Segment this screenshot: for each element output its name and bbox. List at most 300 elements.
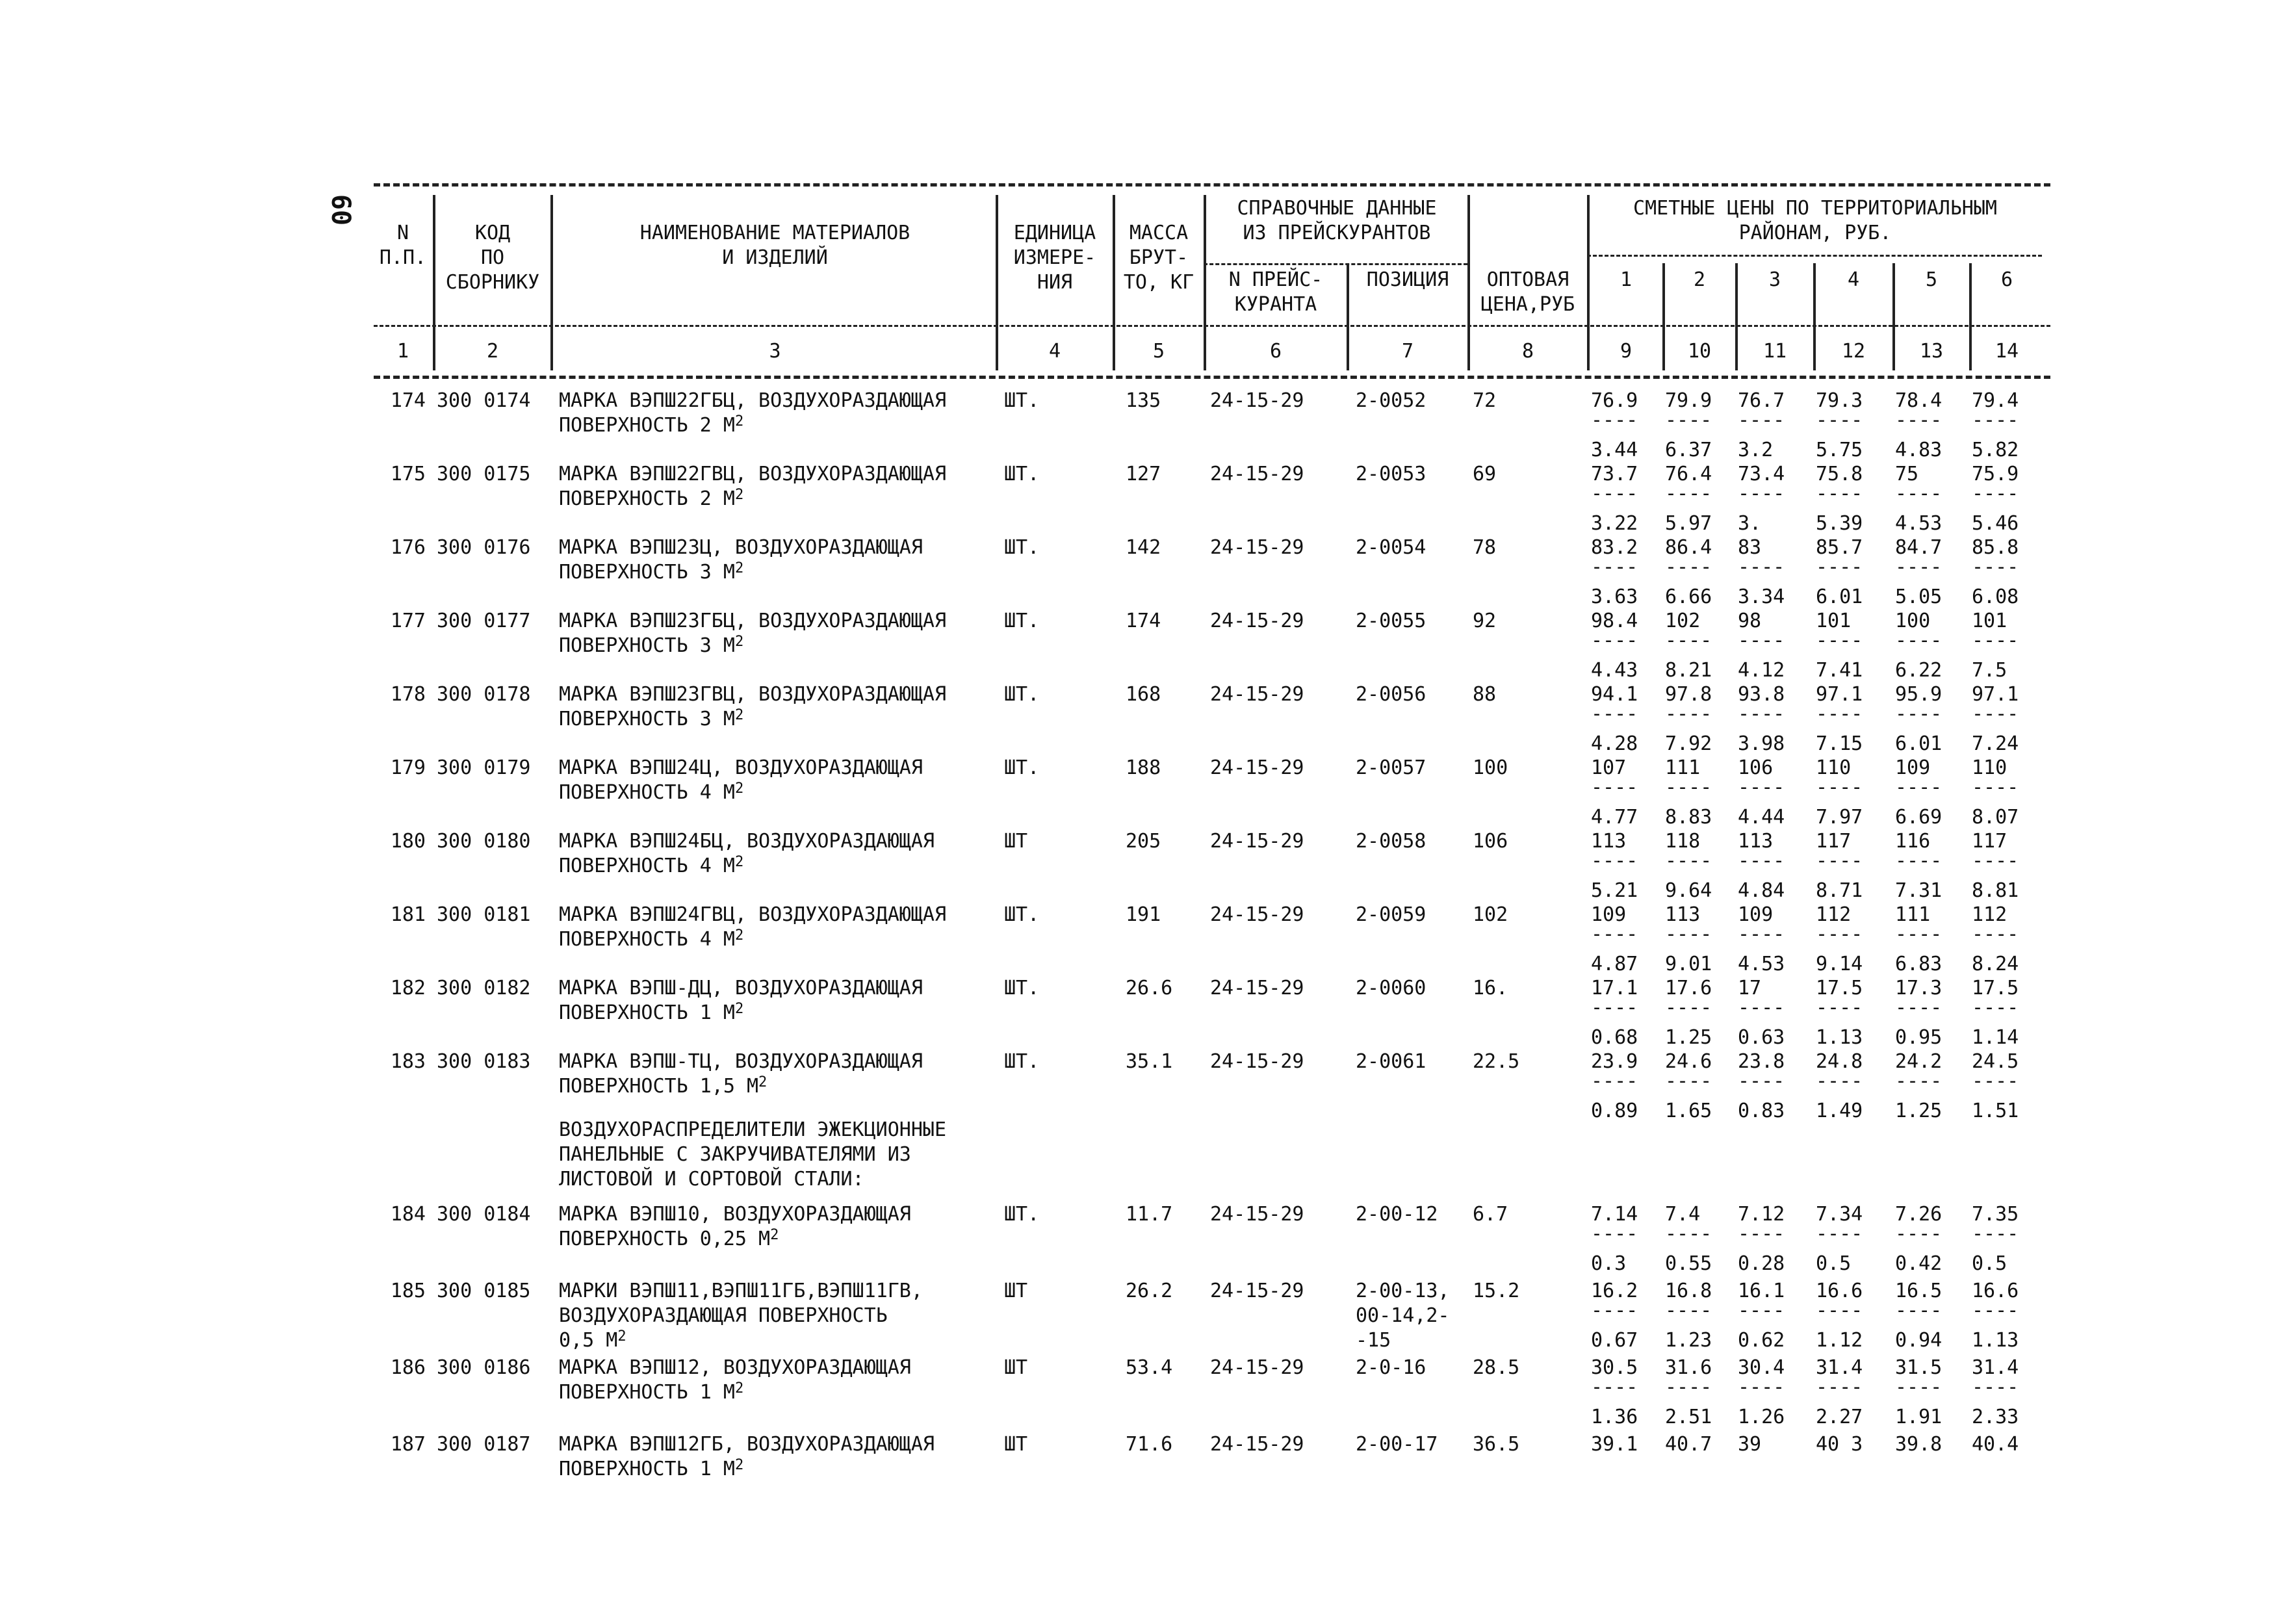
region-price: 39.8 (1895, 1433, 1943, 1456)
region-price-sub: 4.83 (1895, 439, 1943, 461)
row-price-list: 24-15-29 (1210, 1203, 1304, 1226)
region-price-sub: 1.26 (1738, 1406, 1785, 1428)
region-price: 111 (1895, 903, 1931, 926)
region-price-sub: 2.51 (1665, 1406, 1712, 1428)
region-price-sub: 1.23 (1665, 1329, 1712, 1352)
region-price: 16.2 (1591, 1280, 1638, 1302)
header-col-4: ЕДИНИЦА ИЗМЕРЕ- НИЯ (1013, 222, 1096, 294)
region-price: 23.8 (1738, 1050, 1785, 1073)
region-price: 31.4 (1816, 1356, 1863, 1379)
region-price-sub: 6.22 (1895, 659, 1943, 682)
fraction-dash: ---- (1665, 923, 1712, 946)
region-price-sub: 5.05 (1895, 586, 1943, 608)
header-col-6: N ПРЕЙС- КУРАНТА (1228, 268, 1323, 316)
row-position: 2-0059 (1356, 903, 1427, 926)
fraction-dash: ---- (1816, 1376, 1863, 1398)
fraction-dash: ---- (1972, 409, 2019, 432)
region-price-sub: 2.27 (1816, 1406, 1863, 1428)
material-name: МАРКА ВЭПШ24Ц, ВОЗДУХОРАЗДАЮЩАЯ ПОВЕРХНОСТЬ 4 $М^2$ (559, 756, 923, 804)
header-region-4: 4 (1847, 268, 1860, 291)
region-price: 78.4 (1895, 389, 1943, 412)
section-title: ВОЗДУХОРАСПРЕДЕЛИТЕЛИ ЭЖЕКЦИОННЫЕ (559, 1118, 947, 1141)
row-unit: ШТ (1004, 1280, 1028, 1302)
region-price-sub: 0.94 (1895, 1329, 1943, 1352)
row-position: 2-0052 (1356, 389, 1427, 412)
region-price-sub: 2.33 (1972, 1406, 2019, 1428)
region-price-sub: 7.15 (1816, 732, 1863, 755)
fraction-dash: ---- (1591, 1222, 1638, 1245)
row-position: -15 (1356, 1329, 1391, 1352)
row-price-list: 24-15-29 (1210, 977, 1304, 999)
fraction-dash: ---- (1816, 482, 1863, 505)
region-price: 102 (1665, 610, 1701, 632)
row-number: 180 (390, 830, 426, 853)
header-ref-data: СПРАВОЧНЫЕ ДАННЫЕ ИЗ ПРЕЙСКУРАНТОВ (1237, 197, 1437, 244)
row-number: 185 (390, 1280, 426, 1302)
region-price: 113 (1591, 830, 1627, 853)
region-price: 76.4 (1665, 463, 1712, 485)
region-price-sub: 5.75 (1816, 439, 1863, 461)
region-price: 39.1 (1591, 1433, 1638, 1456)
row-position: 2-0058 (1356, 830, 1427, 853)
fraction-dash: ---- (1895, 702, 1943, 725)
region-price-sub: 3.98 (1738, 732, 1785, 755)
row-unit: ШТ. (1004, 610, 1040, 632)
region-price-sub: 4.28 (1591, 732, 1638, 755)
region-price: 17.5 (1972, 977, 2019, 999)
section-title: ПАНЕЛЬНЫЕ С ЗАКРУЧИВАТЕЛЯМИ ИЗ (559, 1143, 911, 1166)
material-name: МАРКА ВЭПШ-ТЦ, ВОЗДУХОРАЗДАЮЩАЯ ПОВЕРХНОСТЬ 1,5 $М^2$ (559, 1050, 923, 1098)
row-mass: 205 (1126, 830, 1161, 853)
fraction-dash: ---- (1816, 776, 1863, 799)
region-price: 109 (1591, 903, 1627, 926)
col-divider (996, 195, 998, 370)
region-price-sub: 5.21 (1591, 879, 1638, 902)
row-code: 300 0186 (437, 1356, 531, 1379)
region-price-sub: 0.83 (1738, 1100, 1785, 1122)
header-col-7: ПОЗИЦИЯ (1366, 268, 1449, 291)
region-price-sub: 1.65 (1665, 1100, 1712, 1122)
row-unit: ШТ. (1004, 463, 1040, 485)
region-price: 31.5 (1895, 1356, 1943, 1379)
fraction-dash: ---- (1972, 849, 2019, 872)
row-code: 300 0177 (437, 610, 531, 632)
region-price-sub: 4.12 (1738, 659, 1785, 682)
row-position: 2-00-12 (1356, 1203, 1438, 1226)
row-position: 2-0056 (1356, 683, 1427, 706)
region-price: 17.1 (1591, 977, 1638, 999)
row-price-list: 24-15-29 (1210, 463, 1304, 485)
row-position: 2-00-17 (1356, 1433, 1438, 1456)
header-region-1: 1 (1620, 268, 1633, 291)
row-code: 300 0179 (437, 756, 531, 779)
region-price-sub: 1.13 (1816, 1026, 1863, 1049)
col-divider (1587, 195, 1590, 370)
region-price-sub: 6.83 (1895, 953, 1943, 975)
region-price-sub: 5.97 (1665, 512, 1712, 535)
fraction-dash: ---- (1738, 996, 1785, 1019)
material-name: МАРКА ВЭПШ23Ц, ВОЗДУХОРАЗДАЮЩАЯ ПОВЕРХНОСТЬ 3 $М^2$ (559, 536, 923, 584)
region-price: 16.6 (1816, 1280, 1863, 1302)
row-position: 2-0057 (1356, 756, 1427, 779)
fraction-dash: ---- (1665, 482, 1712, 505)
fraction-dash: ---- (1972, 556, 2019, 578)
page-number: 60 (326, 194, 356, 226)
fraction-dash: ---- (1738, 1222, 1785, 1245)
row-code: 300 0185 (437, 1280, 531, 1302)
column-number: 11 (1762, 340, 1787, 363)
row-mass: 127 (1126, 463, 1161, 485)
header-col-5: МАССА БРУТ- ТО, КГ (1123, 222, 1194, 294)
region-price: 95.9 (1895, 683, 1943, 706)
fraction-dash: ---- (1665, 776, 1712, 799)
row-number: 187 (390, 1433, 426, 1456)
row-number: 176 (390, 536, 426, 559)
row-price-list: 24-15-29 (1210, 1433, 1304, 1456)
region-price: 106 (1738, 756, 1774, 779)
col-divider (433, 195, 435, 370)
region-price: 24.6 (1665, 1050, 1712, 1073)
region-price: 113 (1665, 903, 1701, 926)
row-wholesale-price: 69 (1473, 463, 1497, 485)
row-price-list: 24-15-29 (1210, 610, 1304, 632)
region-price-sub: 5.39 (1816, 512, 1863, 535)
fraction-dash: ---- (1665, 1376, 1712, 1398)
row-wholesale-price: 88 (1473, 683, 1497, 706)
fraction-dash: ---- (1591, 776, 1638, 799)
row-price-list: 24-15-29 (1210, 756, 1304, 779)
header-col-8: ОПТОВАЯ ЦЕНА,РУБ (1480, 268, 1575, 316)
row-code: 300 0180 (437, 830, 531, 853)
header-region-3: 3 (1768, 268, 1781, 291)
fraction-dash: ---- (1895, 849, 1943, 872)
material-name: МАРКА ВЭПШ10, ВОЗДУХОРАЗДАЮЩАЯ ПОВЕРХНОСТЬ 0,25 $М^2$ (559, 1203, 911, 1250)
row-wholesale-price: 92 (1473, 610, 1497, 632)
region-price-sub: 6.37 (1665, 439, 1712, 461)
row-unit: ШТ (1004, 830, 1028, 853)
region-price-sub: 0.67 (1591, 1329, 1638, 1352)
region-price-sub: 0.3 (1591, 1252, 1627, 1275)
region-price: 17.5 (1816, 977, 1863, 999)
region-price-sub: 6.01 (1816, 586, 1863, 608)
fraction-dash: ---- (1972, 702, 2019, 725)
fraction-dash: ---- (1816, 1222, 1863, 1245)
fraction-dash: ---- (1738, 1299, 1785, 1322)
row-code: 300 0175 (437, 463, 531, 485)
column-number: 3 (769, 340, 781, 363)
column-number: 14 (1995, 340, 2019, 363)
region-price: 109 (1738, 903, 1774, 926)
row-mass: 191 (1126, 903, 1161, 926)
row-number: 179 (390, 756, 426, 779)
region-price-sub: 4.53 (1895, 512, 1943, 535)
region-price-sub: 3.63 (1591, 586, 1638, 608)
fraction-dash: ---- (1591, 923, 1638, 946)
fraction-dash: ---- (1816, 923, 1863, 946)
fraction-dash: ---- (1895, 1070, 1943, 1092)
row-unit: ШТ. (1004, 683, 1040, 706)
row-mass: 135 (1126, 389, 1161, 412)
header-region-5: 5 (1925, 268, 1938, 291)
fraction-dash: ---- (1972, 1376, 2019, 1398)
row-unit: ШТ. (1004, 756, 1040, 779)
row-number: 186 (390, 1356, 426, 1379)
fraction-dash: ---- (1591, 556, 1638, 578)
region-price-sub: 3. (1738, 512, 1762, 535)
region-price: 24.8 (1816, 1050, 1863, 1073)
region-price-sub: 0.42 (1895, 1252, 1943, 1275)
region-price-sub: 8.81 (1972, 879, 2019, 902)
region-price: 101 (1972, 610, 2007, 632)
subheader-rule (1587, 255, 2042, 257)
table-top-rule (374, 183, 2050, 187)
region-price-sub: 1.25 (1895, 1100, 1943, 1122)
region-price-sub: 4.77 (1591, 806, 1638, 829)
row-unit: ШТ (1004, 1356, 1028, 1379)
material-name: МАРКА ВЭПШ12ГБ, ВОЗДУХОРАЗДАЮЩАЯ ПОВЕРХНОСТЬ 1 $М^2$ (559, 1433, 935, 1480)
region-price-sub: 6.01 (1895, 732, 1943, 755)
row-wholesale-price: 78 (1473, 536, 1497, 559)
fraction-dash: ---- (1895, 1299, 1943, 1322)
region-price-sub: 7.92 (1665, 732, 1712, 755)
row-wholesale-price: 106 (1473, 830, 1508, 853)
row-position: 2-0055 (1356, 610, 1427, 632)
region-price-sub: 0.55 (1665, 1252, 1712, 1275)
row-unit: ШТ. (1004, 1203, 1040, 1226)
row-price-list: 24-15-29 (1210, 903, 1304, 926)
section-title: ЛИСТОВОЙ И СОРТОВОЙ СТАЛИ: (559, 1168, 864, 1191)
fraction-dash: ---- (1738, 409, 1785, 432)
fraction-dash: ---- (1895, 776, 1943, 799)
region-price-sub: 8.21 (1665, 659, 1712, 682)
region-price: 85.8 (1972, 536, 2019, 559)
row-position: 2-0053 (1356, 463, 1427, 485)
row-mass: 142 (1126, 536, 1161, 559)
region-price: 73.4 (1738, 463, 1785, 485)
fraction-dash: ---- (1816, 1070, 1863, 1092)
region-price: 17.6 (1665, 977, 1712, 999)
fraction-dash: ---- (1665, 629, 1712, 652)
row-code: 300 0187 (437, 1433, 531, 1456)
header-col-3: НАИМЕНОВАНИЕ МАТЕРИАЛОВ И ИЗДЕЛИЙ (639, 222, 910, 269)
row-number: 183 (390, 1050, 426, 1073)
fraction-dash: ---- (1738, 923, 1785, 946)
fraction-dash: ---- (1591, 1070, 1638, 1092)
row-mass: 168 (1126, 683, 1161, 706)
row-number: 181 (390, 903, 426, 926)
row-price-list: 24-15-29 (1210, 1356, 1304, 1379)
region-price: 116 (1895, 830, 1931, 853)
fraction-dash: ---- (1591, 849, 1638, 872)
fraction-dash: ---- (1972, 996, 2019, 1019)
region-price-sub: 7.31 (1895, 879, 1943, 902)
region-price: 73.7 (1591, 463, 1638, 485)
material-name: МАРКА ВЭПШ24БЦ, ВОЗДУХОРАЗДАЮЩАЯ ПОВЕРХНОСТЬ 4 $М^2$ (559, 830, 935, 877)
region-price-sub: 4.84 (1738, 879, 1785, 902)
fraction-dash: ---- (1895, 1222, 1943, 1245)
fraction-dash: ---- (1816, 1299, 1863, 1322)
region-price: 30.5 (1591, 1356, 1638, 1379)
region-price-sub: 6.08 (1972, 586, 2019, 608)
fraction-dash: ---- (1665, 409, 1712, 432)
region-price: 16.6 (1972, 1280, 2019, 1302)
column-number: 8 (1521, 340, 1534, 363)
region-price-sub: 3.22 (1591, 512, 1638, 535)
fraction-dash: ---- (1591, 1376, 1638, 1398)
region-price: 110 (1972, 756, 2007, 779)
header-region-6: 6 (2000, 268, 2013, 291)
fraction-dash: ---- (1972, 776, 2019, 799)
row-number: 182 (390, 977, 426, 999)
region-price-sub: 0.5 (1816, 1252, 1852, 1275)
region-price-sub: 0.68 (1591, 1026, 1638, 1049)
header-divider-rule (374, 325, 2050, 327)
region-price: 83 (1738, 536, 1762, 559)
row-position: 2-0060 (1356, 977, 1427, 999)
region-price-sub: 8.07 (1972, 806, 2019, 829)
region-price: 93.8 (1738, 683, 1785, 706)
row-code: 300 0181 (437, 903, 531, 926)
col-divider (1204, 195, 1206, 370)
fraction-dash: ---- (1972, 923, 2019, 946)
region-price-sub: 5.82 (1972, 439, 2019, 461)
row-position: 2-0054 (1356, 536, 1427, 559)
region-price: 7.14 (1591, 1203, 1638, 1226)
row-number: 184 (390, 1203, 426, 1226)
region-price-sub: 3.34 (1738, 586, 1785, 608)
header-col-2: КОД ПО СБОРНИКУ (445, 222, 540, 294)
row-unit: ШТ (1004, 1433, 1028, 1456)
row-mass: 35.1 (1126, 1050, 1173, 1073)
subheader-rule (1204, 263, 1467, 265)
region-price: 85.7 (1816, 536, 1863, 559)
row-price-list: 24-15-29 (1210, 830, 1304, 853)
region-price: 31.6 (1665, 1356, 1712, 1379)
fraction-dash: ---- (1972, 1299, 2019, 1322)
region-price: 76.9 (1591, 389, 1638, 412)
region-price-sub: 4.44 (1738, 806, 1785, 829)
fraction-dash: ---- (1816, 409, 1863, 432)
fraction-dash: ---- (1738, 482, 1785, 505)
fraction-dash: ---- (1738, 629, 1785, 652)
region-price-sub: 8.24 (1972, 953, 2019, 975)
fraction-dash: ---- (1972, 629, 2019, 652)
region-price-sub: 8.83 (1665, 806, 1712, 829)
region-price-sub: 7.5 (1972, 659, 2007, 682)
region-price: 40.4 (1972, 1433, 2019, 1456)
region-price: 100 (1895, 610, 1931, 632)
region-price-sub: 1.91 (1895, 1406, 1943, 1428)
column-number: 4 (1048, 340, 1061, 363)
row-mass: 174 (1126, 610, 1161, 632)
fraction-dash: ---- (1665, 702, 1712, 725)
row-price-list: 24-15-29 (1210, 683, 1304, 706)
fraction-dash: ---- (1738, 849, 1785, 872)
row-mass: 26.2 (1126, 1280, 1173, 1302)
row-mass: 53.4 (1126, 1356, 1173, 1379)
region-price: 109 (1895, 756, 1931, 779)
region-price-sub: 0.89 (1591, 1100, 1638, 1122)
material-name: МАРКА ВЭПШ-ДЦ, ВОЗДУХОРАЗДАЮЩАЯ ПОВЕРХНОСТЬ 1 $М^2$ (559, 977, 923, 1024)
region-price-sub: 4.53 (1738, 953, 1785, 975)
fraction-dash: ---- (1591, 702, 1638, 725)
region-price: 117 (1972, 830, 2007, 853)
region-price: 94.1 (1591, 683, 1638, 706)
region-price: 16.5 (1895, 1280, 1943, 1302)
fraction-dash: ---- (1816, 629, 1863, 652)
header-col-1: N П.П. (379, 222, 427, 269)
region-price-sub: 7.97 (1816, 806, 1863, 829)
row-wholesale-price: 100 (1473, 756, 1508, 779)
row-unit: ШТ. (1004, 977, 1040, 999)
row-number: 177 (390, 610, 426, 632)
region-price: 97.1 (1816, 683, 1863, 706)
row-wholesale-price: 6.7 (1473, 1203, 1508, 1226)
column-number: 13 (1919, 340, 1944, 363)
region-price-sub: 3.2 (1738, 439, 1774, 461)
region-price-sub: 7.41 (1816, 659, 1863, 682)
region-price: 40 3 (1816, 1433, 1863, 1456)
column-number: 7 (1401, 340, 1414, 363)
region-price: 101 (1816, 610, 1852, 632)
fraction-dash: ---- (1895, 556, 1943, 578)
region-price-sub: 0.5 (1972, 1252, 2007, 1275)
region-price-sub: 6.66 (1665, 586, 1712, 608)
region-price: 40.7 (1665, 1433, 1712, 1456)
row-price-list: 24-15-29 (1210, 1280, 1304, 1302)
region-price-sub: 9.01 (1665, 953, 1712, 975)
region-price-sub: 1.13 (1972, 1329, 2019, 1352)
region-price-sub: 1.36 (1591, 1406, 1638, 1428)
row-position: 2-0-16 (1356, 1356, 1427, 1379)
region-price: 107 (1591, 756, 1627, 779)
row-code: 300 0178 (437, 683, 531, 706)
region-price: 97.1 (1972, 683, 2019, 706)
region-price: 111 (1665, 756, 1701, 779)
region-price-sub: 0.63 (1738, 1026, 1785, 1049)
row-position: 00-14,2- (1356, 1304, 1450, 1327)
region-price-sub: 8.71 (1816, 879, 1863, 902)
fraction-dash: ---- (1591, 1299, 1638, 1322)
col-divider (550, 195, 553, 370)
region-price: 79.3 (1816, 389, 1863, 412)
row-mass: 11.7 (1126, 1203, 1173, 1226)
row-unit: ШТ. (1004, 389, 1040, 412)
region-price: 75.9 (1972, 463, 2019, 485)
row-unit: ШТ. (1004, 1050, 1040, 1073)
region-price-sub: 1.14 (1972, 1026, 2019, 1049)
fraction-dash: ---- (1591, 482, 1638, 505)
column-number: 5 (1152, 340, 1165, 363)
region-price: 24.5 (1972, 1050, 2019, 1073)
row-price-list: 24-15-29 (1210, 389, 1304, 412)
fraction-dash: ---- (1816, 702, 1863, 725)
region-price: 7.26 (1895, 1203, 1943, 1226)
row-wholesale-price: 36.5 (1473, 1433, 1520, 1456)
region-price: 39 (1738, 1433, 1762, 1456)
region-price-sub: 9.14 (1816, 953, 1863, 975)
region-price: 7.35 (1972, 1203, 2019, 1226)
region-price: 75.8 (1816, 463, 1863, 485)
region-price-sub: 7.24 (1972, 732, 2019, 755)
region-price-sub: 6.69 (1895, 806, 1943, 829)
header-bottom-rule (374, 376, 2050, 379)
region-price-sub: 0.62 (1738, 1329, 1785, 1352)
region-price: 76.7 (1738, 389, 1785, 412)
fraction-dash: ---- (1665, 996, 1712, 1019)
fraction-dash: ---- (1816, 996, 1863, 1019)
row-code: 300 0183 (437, 1050, 531, 1073)
